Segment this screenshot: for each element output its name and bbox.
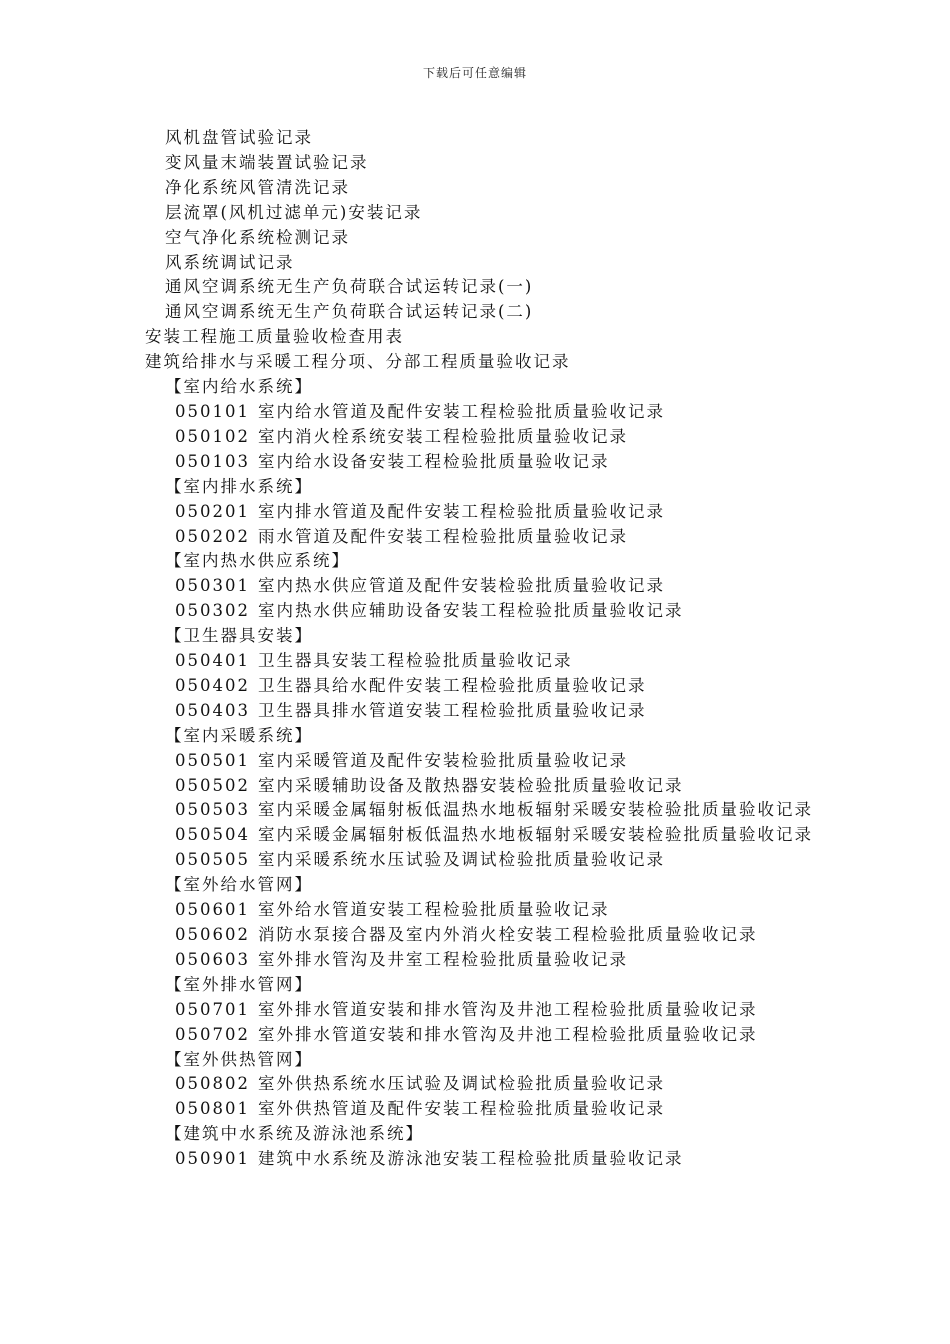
record-title: 通风空调系统无生产负荷联合试运转记录(一) — [165, 277, 534, 297]
document-body — [145, 126, 815, 1172]
record-title: 室内采暖系统水压试验及调试检验批质量验收记录 — [258, 850, 665, 870]
record-title: 安装工程施工质量验收检查用表 — [145, 327, 404, 347]
record-code: 050103 — [175, 451, 250, 471]
record-list-item — [145, 574, 815, 599]
record-code: 050202 — [175, 526, 250, 546]
record-code: 050801 — [175, 1099, 250, 1119]
record-code: 050302 — [175, 601, 250, 621]
record-code: 050301 — [175, 576, 250, 596]
record-list-item — [145, 275, 815, 300]
record-title: 卫生器具安装工程检验批质量验收记录 — [258, 651, 573, 671]
record-list-item — [145, 400, 815, 425]
section-heading — [145, 475, 815, 500]
record-list-item — [145, 1097, 815, 1122]
record-list-item — [145, 674, 815, 699]
record-list-item — [145, 425, 815, 450]
section-heading — [145, 1122, 815, 1147]
record-code: 050402 — [175, 675, 250, 695]
record-list-item — [145, 798, 815, 823]
record-title: 卫生器具排水管道安装工程检验批质量验收记录 — [258, 700, 647, 720]
record-list-item — [145, 823, 815, 848]
record-title: 室内热水供应管道及配件安装检验批质量验收记录 — [258, 576, 665, 596]
record-title: 室内采暖金属辐射板低温热水地板辐射采暖安装检验批质量验收记录 — [258, 825, 813, 845]
section-heading — [145, 724, 815, 749]
record-title: 【室外供热管网】 — [165, 1049, 313, 1069]
section-heading — [145, 973, 815, 998]
record-title: 室内排水管道及配件安装工程检验批质量验收记录 — [258, 501, 665, 521]
record-title: 室内采暖金属辐射板低温热水地板辐射采暖安装检验批质量验收记录 — [258, 800, 813, 820]
record-list-item — [145, 226, 815, 251]
record-code: 050702 — [175, 1024, 250, 1044]
record-list-item — [145, 1147, 815, 1172]
record-title: 风机盘管试验记录 — [165, 128, 313, 147]
record-list-item — [145, 1072, 815, 1097]
record-code: 050403 — [175, 700, 250, 720]
record-title: 室外供热管道及配件安装工程检验批质量验收记录 — [258, 1099, 665, 1119]
record-list-item — [145, 599, 815, 624]
record-title: 室外排水管道安装和排水管沟及井池工程检验批质量验收记录 — [258, 999, 758, 1019]
record-title: 【室内给水系统】 — [165, 377, 313, 397]
record-list-item — [145, 699, 815, 724]
record-list-item — [145, 300, 815, 325]
record-title: 卫生器具给水配件安装工程检验批质量验收记录 — [258, 675, 647, 695]
record-list-item — [145, 201, 815, 226]
document-heading — [145, 350, 815, 375]
section-heading — [145, 375, 815, 400]
record-list-item — [145, 998, 815, 1023]
page-header-note: 下载后可任意编辑 — [422, 66, 527, 80]
record-title: 层流罩(风机过滤单元)安装记录 — [165, 202, 423, 222]
record-title: 【卫生器具安装】 — [165, 626, 313, 646]
record-title: 室外排水管沟及井室工程检验批质量验收记录 — [258, 949, 628, 969]
record-code: 050601 — [175, 900, 250, 920]
record-list-item — [145, 948, 815, 973]
record-title: 净化系统风管清洗记录 — [165, 177, 350, 197]
record-title: 空气净化系统检测记录 — [165, 227, 350, 247]
record-title: 建筑中水系统及游泳池安装工程检验批质量验收记录 — [258, 1149, 684, 1169]
record-title: 【室内采暖系统】 — [165, 725, 313, 745]
record-title: 消防水泵接合器及室内外消火栓安装工程检验批质量验收记录 — [258, 925, 758, 944]
record-code: 050602 — [175, 925, 250, 944]
record-code: 050901 — [175, 1149, 250, 1169]
record-code: 050505 — [175, 850, 250, 870]
record-title: 建筑给排水与采暖工程分项、分部工程质量验收记录 — [145, 352, 571, 372]
record-title: 室外供热系统水压试验及调试检验批质量验收记录 — [258, 1074, 665, 1094]
record-list-item — [145, 749, 815, 774]
record-list-item — [145, 176, 815, 201]
section-heading — [145, 549, 815, 574]
record-list-item — [145, 151, 815, 176]
record-title: 室内给水设备安装工程检验批质量验收记录 — [258, 451, 610, 471]
record-title: 风系统调试记录 — [165, 252, 295, 272]
record-list-item — [145, 525, 815, 550]
record-code: 050504 — [175, 825, 250, 845]
record-title: 【建筑中水系统及游泳池系统】 — [165, 1124, 424, 1144]
record-list-item — [145, 1023, 815, 1048]
record-code: 050101 — [175, 401, 250, 421]
document-heading — [145, 325, 815, 350]
record-code: 050502 — [175, 775, 250, 795]
record-code: 050603 — [175, 949, 250, 969]
record-list-item — [145, 923, 815, 948]
record-list-item — [145, 898, 815, 923]
record-title: 室内给水管道及配件安装工程检验批质量验收记录 — [258, 401, 665, 421]
record-list-item — [145, 649, 815, 674]
record-title: 室外给水管道安装工程检验批质量验收记录 — [258, 900, 610, 920]
record-list-item — [145, 126, 815, 151]
record-title: 【室外排水管网】 — [165, 974, 313, 994]
record-code: 050701 — [175, 999, 250, 1019]
record-title: 变风量末端装置试验记录 — [165, 152, 369, 172]
record-code: 050802 — [175, 1074, 250, 1094]
record-title: 通风空调系统无生产负荷联合试运转记录(二) — [165, 302, 534, 322]
record-code: 050102 — [175, 426, 250, 446]
record-title: 雨水管道及配件安装工程检验批质量验收记录 — [258, 526, 628, 546]
record-title: 室内采暖辅助设备及散热器安装检验批质量验收记录 — [258, 775, 684, 795]
record-list-item — [145, 450, 815, 475]
section-heading — [145, 873, 815, 898]
record-list-item — [145, 251, 815, 276]
record-title: 室内采暖管道及配件安装检验批质量验收记录 — [258, 750, 628, 770]
record-title: 【室内排水系统】 — [165, 476, 313, 496]
record-title: 室内消火栓系统安装工程检验批质量验收记录 — [258, 426, 628, 446]
record-code: 050503 — [175, 800, 250, 820]
record-title: 室内热水供应辅助设备安装工程检验批质量验收记录 — [258, 601, 684, 621]
record-title: 室外排水管道安装和排水管沟及井池工程检验批质量验收记录 — [258, 1024, 758, 1044]
record-list-item — [145, 500, 815, 525]
section-heading — [145, 1048, 815, 1073]
record-list-item — [145, 774, 815, 799]
record-title: 【室内热水供应系统】 — [165, 551, 350, 571]
record-code: 050401 — [175, 651, 250, 671]
record-code: 050501 — [175, 750, 250, 770]
record-list-item — [145, 848, 815, 873]
record-code: 050201 — [175, 501, 250, 521]
record-title: 【室外给水管网】 — [165, 875, 313, 895]
section-heading — [145, 624, 815, 649]
